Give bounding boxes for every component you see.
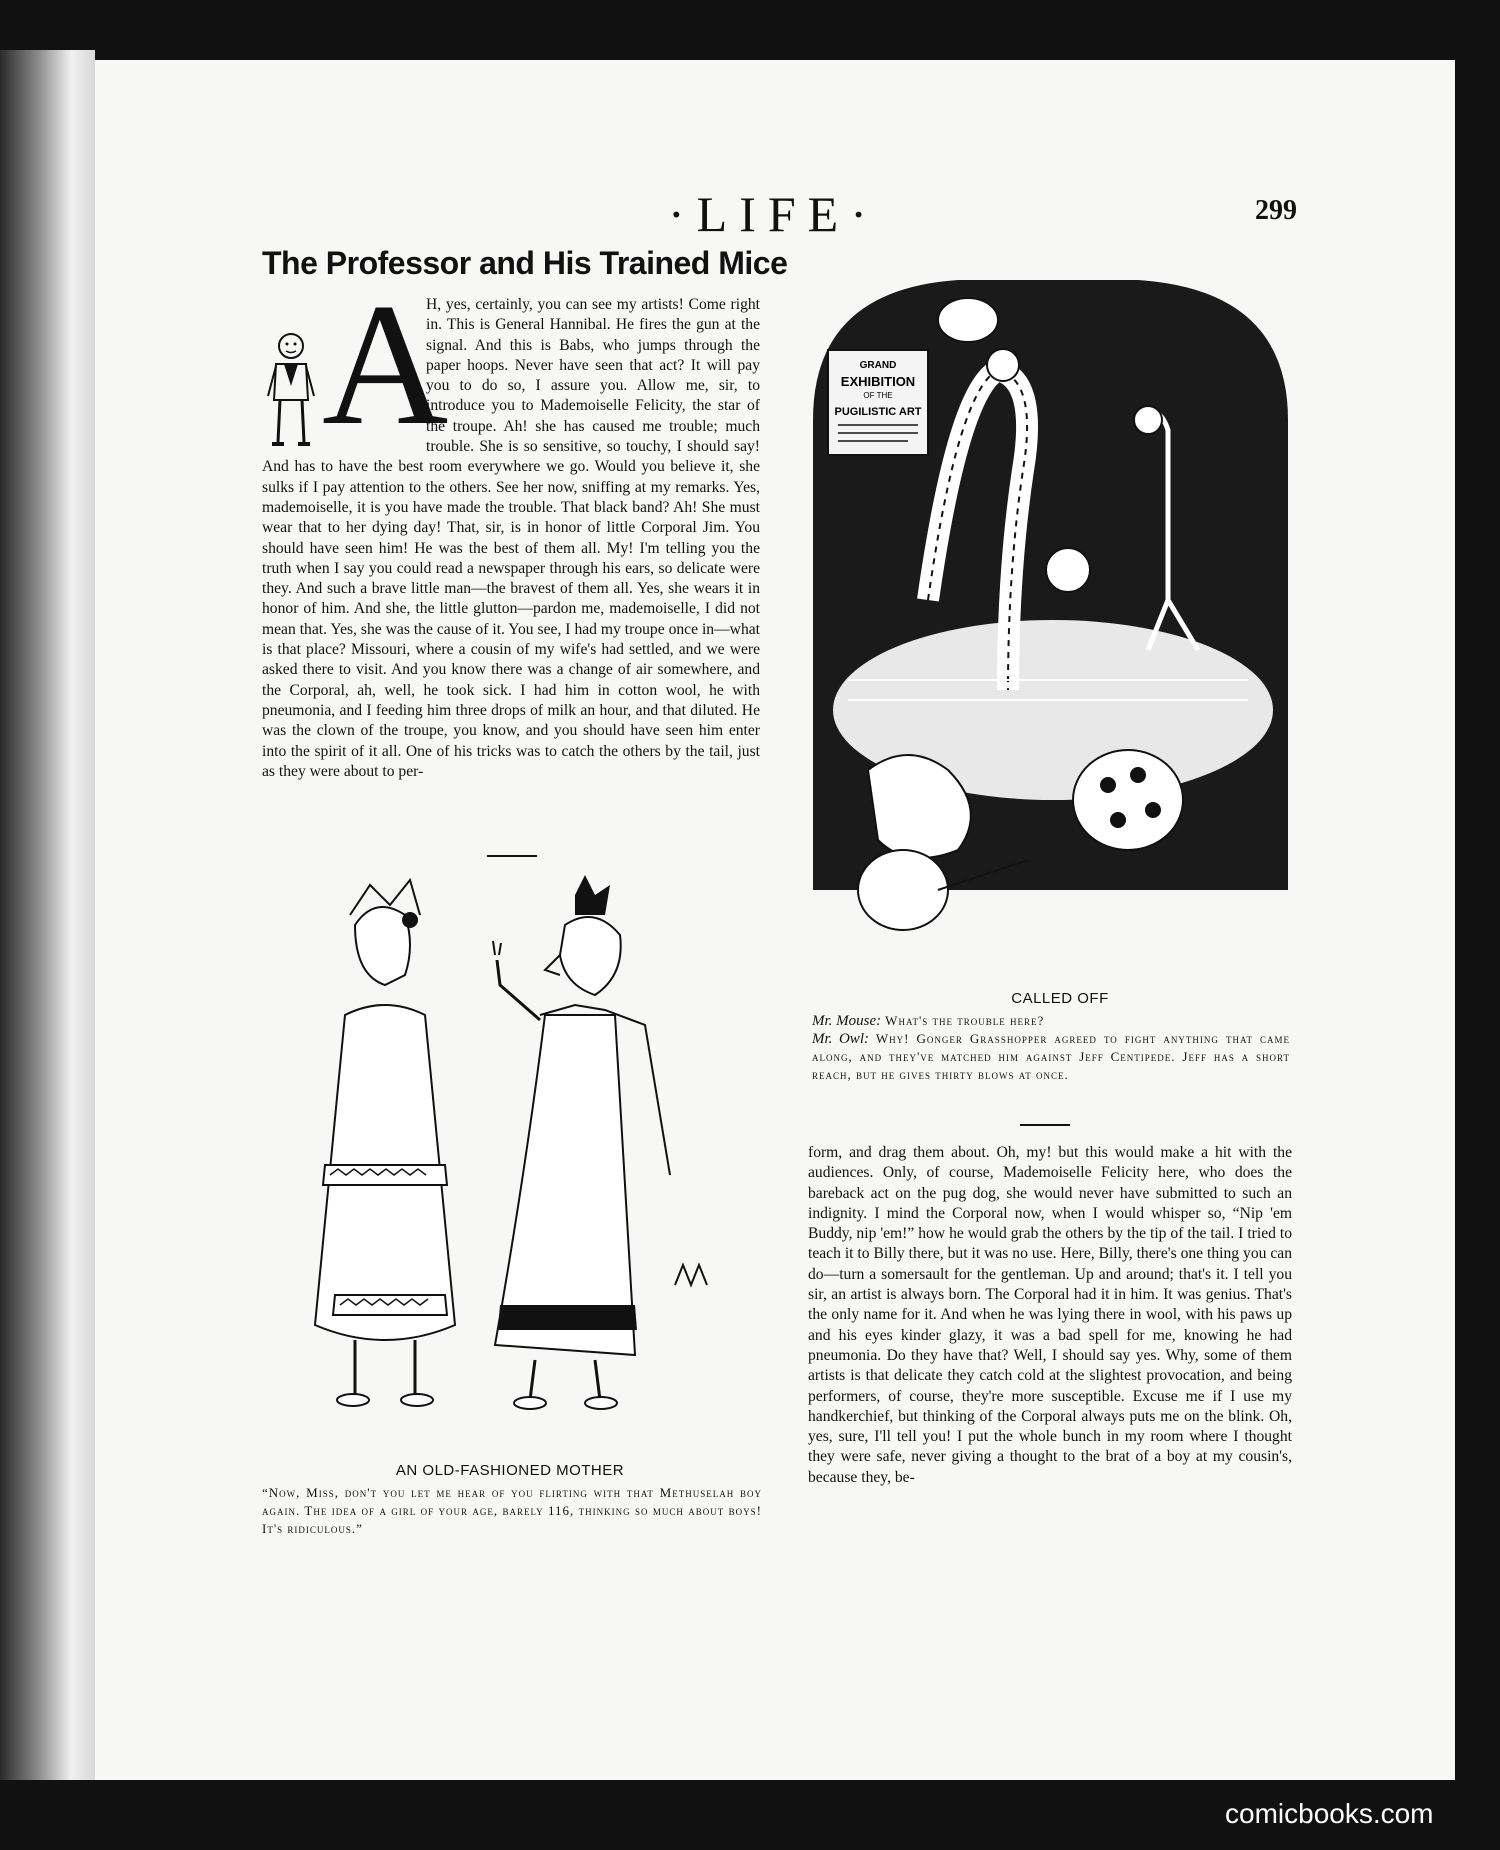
- called-off-illustration: [808, 270, 1293, 970]
- old-fashioned-mother-illustration: [275, 875, 755, 1455]
- site-watermark: comicbooks.com: [1225, 1798, 1434, 1829]
- poster-line-1: GRAND: [859, 360, 897, 371]
- old-fashioned-mother-title: AN OLD-FASHIONED MOTHER: [395, 1462, 625, 1479]
- speaker-mouse: Mr. Mouse:: [812, 1013, 882, 1029]
- man-figure-icon: [262, 330, 320, 450]
- poster-line-2: EXHIBITION: [840, 374, 916, 389]
- article-column-1: [262, 267, 760, 782]
- line-owl: Why! Gonger Grasshopper agreed to fight anything that came along, and they've matched him against Jeff Centipede. Jeff has a short reach, but he gives thirty blows at once.: [812, 1031, 1291, 1082]
- divider-rule: [487, 855, 537, 857]
- called-off-caption: [812, 1012, 1290, 1084]
- old-fashioned-mother-caption: “Now, Miss, don't you let me hear of you flirting with that Methuselah boy again. The idea of a girl of your age, barely 116, thinking so much about boys! It's ridiculous.”: [262, 1485, 762, 1536]
- masthead: ·LIFE·: [668, 186, 879, 242]
- book-spine: [0, 50, 95, 1780]
- article-column-2: [808, 1143, 1292, 1488]
- called-off-title: CALLED OFF: [1011, 990, 1109, 1007]
- poster-line-3: OF THE: [863, 391, 893, 400]
- line-mouse: What's the trouble here?: [885, 1013, 1045, 1028]
- article-paragraph-1: H, yes, certainly, you can see my artists! Come right in. This is General Hannibal. He fires the gun at the signal. And this is Babs, who jumps through the paper hoops. Never have seen that act? It will pay you to do so, I assure you. Allow me, sir, to introduce you to Mademoiselle Felicity, the star of the troupe. Ah! she has caused me trouble; much trouble. She is so sensitive, so touchy, I should say! And has to have the best room everywhere we go. Would you believe it, she sulks if I pay attention to the others. See her now, sniffing at my remarks. Yes, mademoiselle, it is you have made the trouble. That black band? Ah! She must wear that to her dying day! That, sir, is in honor of little Corporal Jim. You should have seen him! He was the best of them all. My! I'm telling you the truth when I say you could read a newspaper through his ears, so delicate were they. And such a brave little man—the bravest of them all. Yes, she wears it in honor of him. And she, the little glutton—pardon me, mademoiselle, I did not mean that. Yes, she was the cause of it. You see, I had my troupe once in—what is that place? Missouri, where a cousin of my wife's had settled, and we were asked there to visit. And you know there was a change of air somewhere, and the Corporal, ah, well, he took sick. I had him in cotton wool, he with pneumonia, and I feeding him three drops of milk an hour, and that diluted. He was the clown of the troupe, you know, and you should have seen him enter into the spirit of it all. One of his tricks was to catch the others by the tail, just as they were about to per-: [262, 296, 760, 780]
- article-title: The Professor and His Trained Mice: [262, 245, 788, 281]
- dropcap-block: [262, 267, 449, 461]
- speaker-owl: Mr. Owl:: [812, 1031, 869, 1047]
- page-number: 299: [1255, 195, 1297, 226]
- poster-line-4: PUGILISTIC ART: [834, 406, 922, 418]
- divider-rule-2: [1020, 1124, 1070, 1126]
- dropcap-letter: A: [322, 267, 449, 461]
- article-paragraph-2: form, and drag them about. Oh, my! but this would make a hit with the audiences. Only, of course, Mademoiselle Felicity here, who does the bareback act on the pug dog, she would never have submitted to such an indignity. I mind the Corporal now, when I would whisper so, “Nip 'em Buddy, nip 'em!” how he would grab the others by the tip of the tail. I tried to teach it to Billy there, but it was no use. Here, Billy, there's one thing you can do—turn a somersault for the gentleman. Up and around; that's it. I tell you sir, an artist is always born. The Corporal had it in him. It was genius. That's the only name for it. And when he was lying there in wool, with his paws up and his eyes kinder glazy, it was a bad spell for me, knowing he had pneumonia. Do they have that? Well, I should say yes. Why, some of them artists is that delicate they catch cold at the slightest provocation, and being performers, of course, they're more susceptible. Excuse me if I use my handkerchief, but thinking of the Corporal always puts me on the blink. Oh, yes, sure, I'll tell you! I put the whole bunch in my room where I thought they were safe, never giving a thought to the brat of a boy at my cousin's, because they, be-: [808, 1144, 1292, 1486]
